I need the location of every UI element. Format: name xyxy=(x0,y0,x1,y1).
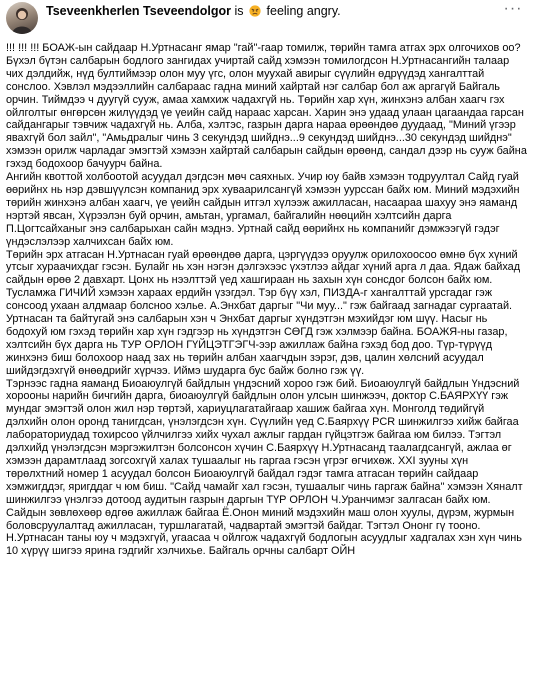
post-header xyxy=(0,0,535,40)
post-paragraph: Сайдын зөвлөхөөр өдгөө ажиллаж байгаа Ё.Онон миний мэдэхийн маш олон хуулы, дүрэм, журмын боловсруулалтад ажилласан, туршлагатай, чадвартай эмэгтэй байдаг. Тэгтэл Ононг гү тооно. Н.Уртнасан таны юу ч мэдэхгүй, угаасаа ч ойлгож чадахгүй бодлогын асуудлыг хадгалах хэн хүн чинь 10 хүрүү шигээ ярина гэдгийг хэлчихье. Байгаль орчны салбарт ОЙН xyxy=(6,506,522,558)
post-text xyxy=(6,42,528,558)
author-name[interactable]: Tseveenkherlen Tseveendolgor xyxy=(46,4,232,18)
more-options-icon[interactable]: ··· xyxy=(503,0,523,17)
post-paragraph: !!! !!! !!! БОАЖ-ын сайдаар Н.Уртнасанг ямар "гай"-гаар томилж, төрийн тамга атгах эрх олгочихов оо? Бүхэл бүтэн салбарын бодлого зангидах учиртай сайд хэмээн томилогдсон Н.Уртнасангийн талаар чих дэлдийж, нүд бултиймээр олон муу үгс, олон муухай авирыг сүүлийн өдрүүдэд хангалттай сонслоо. Хэвлэл мэдээллийн салбараас гадна миний хайртай нэг салбар бол аж аргагүй Байгаль орчин. Тиймдээ ч дуугүй сууж, амаа хамхиж чадахгүй нь. Төрийн хар хүн, жинхэнэ албан хаагч гэх ойлголтыг өнгөрсөн жилүүдэд үе үеийн сайд нараас харсан. Харин энэ удаад улаан цагаандаа гарсан сайдангарыг тэвчиж чадахгүй нь. Алба, хэлтэс, газрын дарга нараа өрөөндөө дуудаад, "Миний үгээр явахгүй бол зайл", "Амьдралыг чинь 3 секундэд шийднэ...9 секундэд шийднэ...30 секундэд шийднэ" хэмээн орилж чарладаг эмэгтэй хэмээн хайртай салбарын сайдын өрөөнд, сандал дээр нь сууж байна гэхэд бодохоор бачуурч байна. xyxy=(6,42,527,171)
author-line xyxy=(46,4,341,19)
post-paragraph: Төрийн эрх атгасан Н.Уртнасан гуай өрөөндөө дарга, цэргүүдээ оруулж орилохоосоо өмнө бүх хүний утсыг хураачихдаг гэсэн. Булайг нь хэн нэгэн дэлгэхээс үхэтлээ айдаг хүний арга л даа. Ядаж байхад сайдын өрөө 2 давхарт. Цонх нь нээлттэй үед хашгираан нь захын хүн сонсдог болсон байх юм. Тусламжа ГИЧИЙ хэмээн хараах ердийн үзэгдэл. Тэр бүү хэл, ПИЗДА-г хангалттай урсгадаг гэж сонсоод ухаан алдмаар болсноо хэлье. А.Энхбат даргыг "Чи муу..." гэж байгаад загнадаг сургаатай. Уртнасан та байтугай энэ салбарын хэн ч Энхбат даргыг хүндэтгэн мэхийдэг юм шүү. Насыг нь бодохуй юм гэхэд төрийн хар хүн гэдгээр нь хүндэтгэн СӨГД гэж хэлмээр байна. БОАЖЯ-ны газар, хэлтсийн бүх дарга нь ТУР ОРЛОН ГҮЙЦЭТГЭГЧ-ээр ажиллаж байна гэхэд бод доо. Түр-түрүүд жинхэнэ биш болохоор наад зах нь төрийн албан хаагчдын зэрэг, дэв, цалин хөлсний асуудал шийдэгдэхгүй өнөөдрийг хүрчээ. Иймэ шударга бус байж болно гэж үү. xyxy=(6,248,521,377)
angry-face-icon xyxy=(249,5,261,17)
author-connector: is xyxy=(234,4,244,18)
feeling-text: feeling angry. xyxy=(266,4,341,18)
post-paragraph: Тэрнээс гадна яаманд Биоаюулгүй байдлын үндэсний хороо гэж бий. Биоаюулгүй байдлын Үндэсний хорооны нарийн бичгийн дарга, биоаюулгүй байдлын олон улсын шинжээч, доктор С.БАЯРХҮҮ гэж мундаг эмэгтэй олон жил нэр төртэй, хариуцлагатайгаар хашиж байгаа хүн. Монголд төдийгүй дэлхийн олон оронд танигдсан, үнэлэгдсэн хүн. Сүүлийн үед С.Баярхүү PCR шинжилгээ хийж байгаа лабораториудад тохирсоо үйлчилгээ хийх чухал ажлыг гардан гүйцэтгэж байгаа юм билээ. Тэгтэл дэлхийд үнэлэгдсэн мэргэжилтэн болсонсон хүчин С.Баярхүү Н.Уртнасанд таалагдсангүй, ажлаа өг хэмээн дарамтлаад зогсохгүй халах тушаалыг нь гаргаа гэсэн үгрэг өгчихөж. XXI зууны хүн төрөлхтний номер 1 асуудал болсон Биоаюулгүй байдал гэдэг тамга атгасан төрийн сайдаар хэмжигддэг, яригддаг ч юм биш. "Сайд чамайг хал гэсэн, тушаалыг чинь гаргаж байна" хэмээн Хяналт шинжилгээ үнэлгээ дотоод аудитын газрын даргын ТҮР ОРЛОН Ч.Уранчимэг залгасан байх юм. xyxy=(6,377,523,506)
avatar-photo xyxy=(6,2,38,34)
avatar[interactable] xyxy=(6,2,38,34)
post-paragraph: Ангийн квоттой холбоотой асуудал дэгдсэн мөч саяхных. Учир юу байв хэмээн тодруултал Сайд гуай өөрийнх нь нэр дэвшүүлсэн компанид эрх хуваарилсангүй хэмээн уурссан байх юм. Миний мэдэхийн төрийн жинхэнэ албан хаагч, үе үеийн сайдын итгэл хүлээж ажилласан, насаараа шахуу энэ яаманд нэртэй явсан, Хүрээлэн буй орчин, амьтан, ургамал, байгалийн нөөцийн хэлтсийн дарга П.Цогтсайханыг энэ салбарыхан сайн мэднэ. Уртнай сайд өөрийнх нь компанийг дэмжээгүй гэдэг үндэслэлээр халчихсан байх юм. xyxy=(6,171,520,248)
